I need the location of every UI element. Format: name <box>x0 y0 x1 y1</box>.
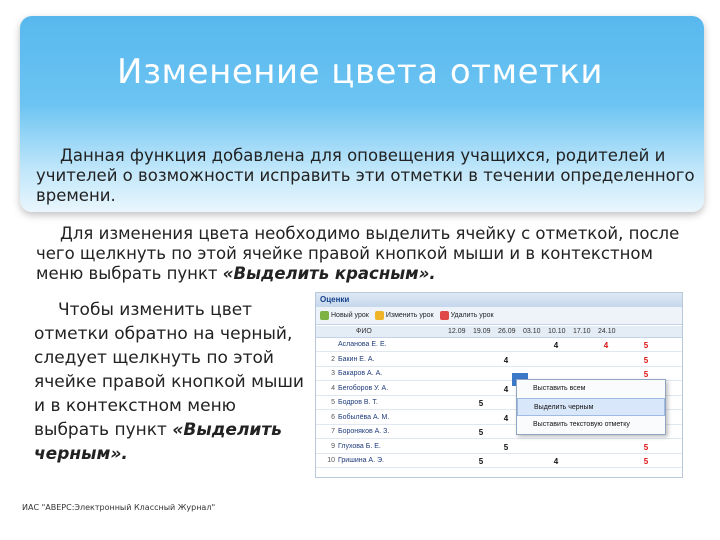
paragraph-black-instruction <box>34 298 316 466</box>
mark-cell[interactable]: 4 <box>503 384 509 394</box>
grid-header <box>316 326 683 338</box>
mark-cell[interactable]: 5 <box>478 457 484 466</box>
table-row[interactable] <box>316 339 683 352</box>
row-number: 7 <box>331 428 335 435</box>
mark-cell-red[interactable]: 5 <box>643 442 649 452</box>
paragraph-red-text: Для изменения цвета необходимо выделить ячейку с отметкой, после чего щелкнуть по этой ячейке правой кнопкой мыши и в контекстном меню выбрать пункт <box>36 224 680 283</box>
row-number: 4 <box>331 384 335 392</box>
delete-lesson-button[interactable]: Удалить урок <box>440 311 494 320</box>
table-row[interactable] <box>316 354 683 367</box>
delete-icon <box>440 311 449 320</box>
student-name: Бегоборов У. А. <box>338 384 389 392</box>
mark-cell-red[interactable]: 5 <box>643 370 649 379</box>
student-name: Бакаров А. А. <box>338 370 383 377</box>
student-name: Бороняков А. З. <box>338 428 390 435</box>
mark-cell-red[interactable]: 5 <box>643 355 649 365</box>
window-title: Оценки <box>316 293 682 307</box>
mark-cell[interactable]: 5 <box>478 399 484 408</box>
mark-cell[interactable]: 4 <box>553 457 559 466</box>
mark-cell[interactable]: 4 <box>553 341 559 350</box>
col-date: 12.09 <box>448 328 466 335</box>
col-date: 24.10 <box>598 328 616 335</box>
table-row[interactable] <box>316 455 683 468</box>
row-number: 5 <box>331 399 335 406</box>
col-date: 19.09 <box>473 328 491 335</box>
student-name: Глухова Б. Е. <box>338 442 381 450</box>
edit-icon <box>375 311 384 320</box>
mark-cell[interactable]: 5 <box>478 428 484 437</box>
paragraph-purpose <box>36 146 696 206</box>
col-date: 26.09 <box>498 328 516 335</box>
context-item-text-mark[interactable]: Выставить текстовую отметку <box>533 421 630 428</box>
mark-cell[interactable]: 4 <box>603 341 609 350</box>
slide-title: Изменение цвета отметки <box>117 52 603 92</box>
paragraph-purpose-text: Данная функция добавлена для оповещения учащихся, родителей и учителей о возможности исправить эти отметки в течении определенного времени. <box>36 146 695 205</box>
context-menu <box>516 379 666 435</box>
context-item-highlight-black[interactable]: Выделить черным <box>517 398 665 416</box>
toolbar <box>316 307 682 325</box>
student-name: Гришина А. Э. <box>338 457 384 464</box>
col-fio: ФИО <box>356 328 372 335</box>
mark-cell-red[interactable]: 5 <box>643 341 649 350</box>
paragraph-black-text: Чтобы изменить цвет отметки обратно на черный, следует щелкнуть по этой ячейке правой кнопкой мыши и в контекстном меню выбрать пункт <box>34 300 304 440</box>
paragraph-red-instruction <box>36 224 696 284</box>
row-number: 2 <box>331 355 335 363</box>
journal-screenshot <box>315 292 683 478</box>
context-item-set-all[interactable]: Выставить всем <box>533 385 586 392</box>
mark-cell[interactable]: 5 <box>503 442 509 452</box>
row-number: 10 <box>327 457 335 464</box>
menu-item-reference-black: «Выделить черным». <box>34 420 282 464</box>
row-number: 9 <box>331 442 335 450</box>
menu-item-reference-red: «Выделить красным». <box>222 264 436 283</box>
student-name: Асланова Е. Е. <box>338 341 387 348</box>
row-number: 3 <box>331 370 335 377</box>
student-name: Бакин Е. А. <box>338 355 375 363</box>
col-date: 10.10 <box>548 328 566 335</box>
student-name: Бодров В. Т. <box>338 399 378 406</box>
student-name: Бобылёва А. М. <box>338 413 390 421</box>
mark-cell-red[interactable]: 5 <box>643 457 649 466</box>
mark-cell[interactable]: 4 <box>503 355 509 365</box>
footer-caption: ИАС "АВЕРС:Электронный Классный Журнал" <box>22 503 216 512</box>
mark-cell[interactable]: 4 <box>503 413 509 423</box>
new-icon <box>320 311 329 320</box>
edit-lesson-button[interactable]: Изменить урок <box>375 311 434 320</box>
col-date: 17.10 <box>573 328 591 335</box>
row-number: 6 <box>331 413 335 421</box>
new-lesson-button[interactable]: Новый урок <box>320 311 369 320</box>
col-date: 03.10 <box>523 328 541 335</box>
table-row[interactable] <box>316 441 683 454</box>
